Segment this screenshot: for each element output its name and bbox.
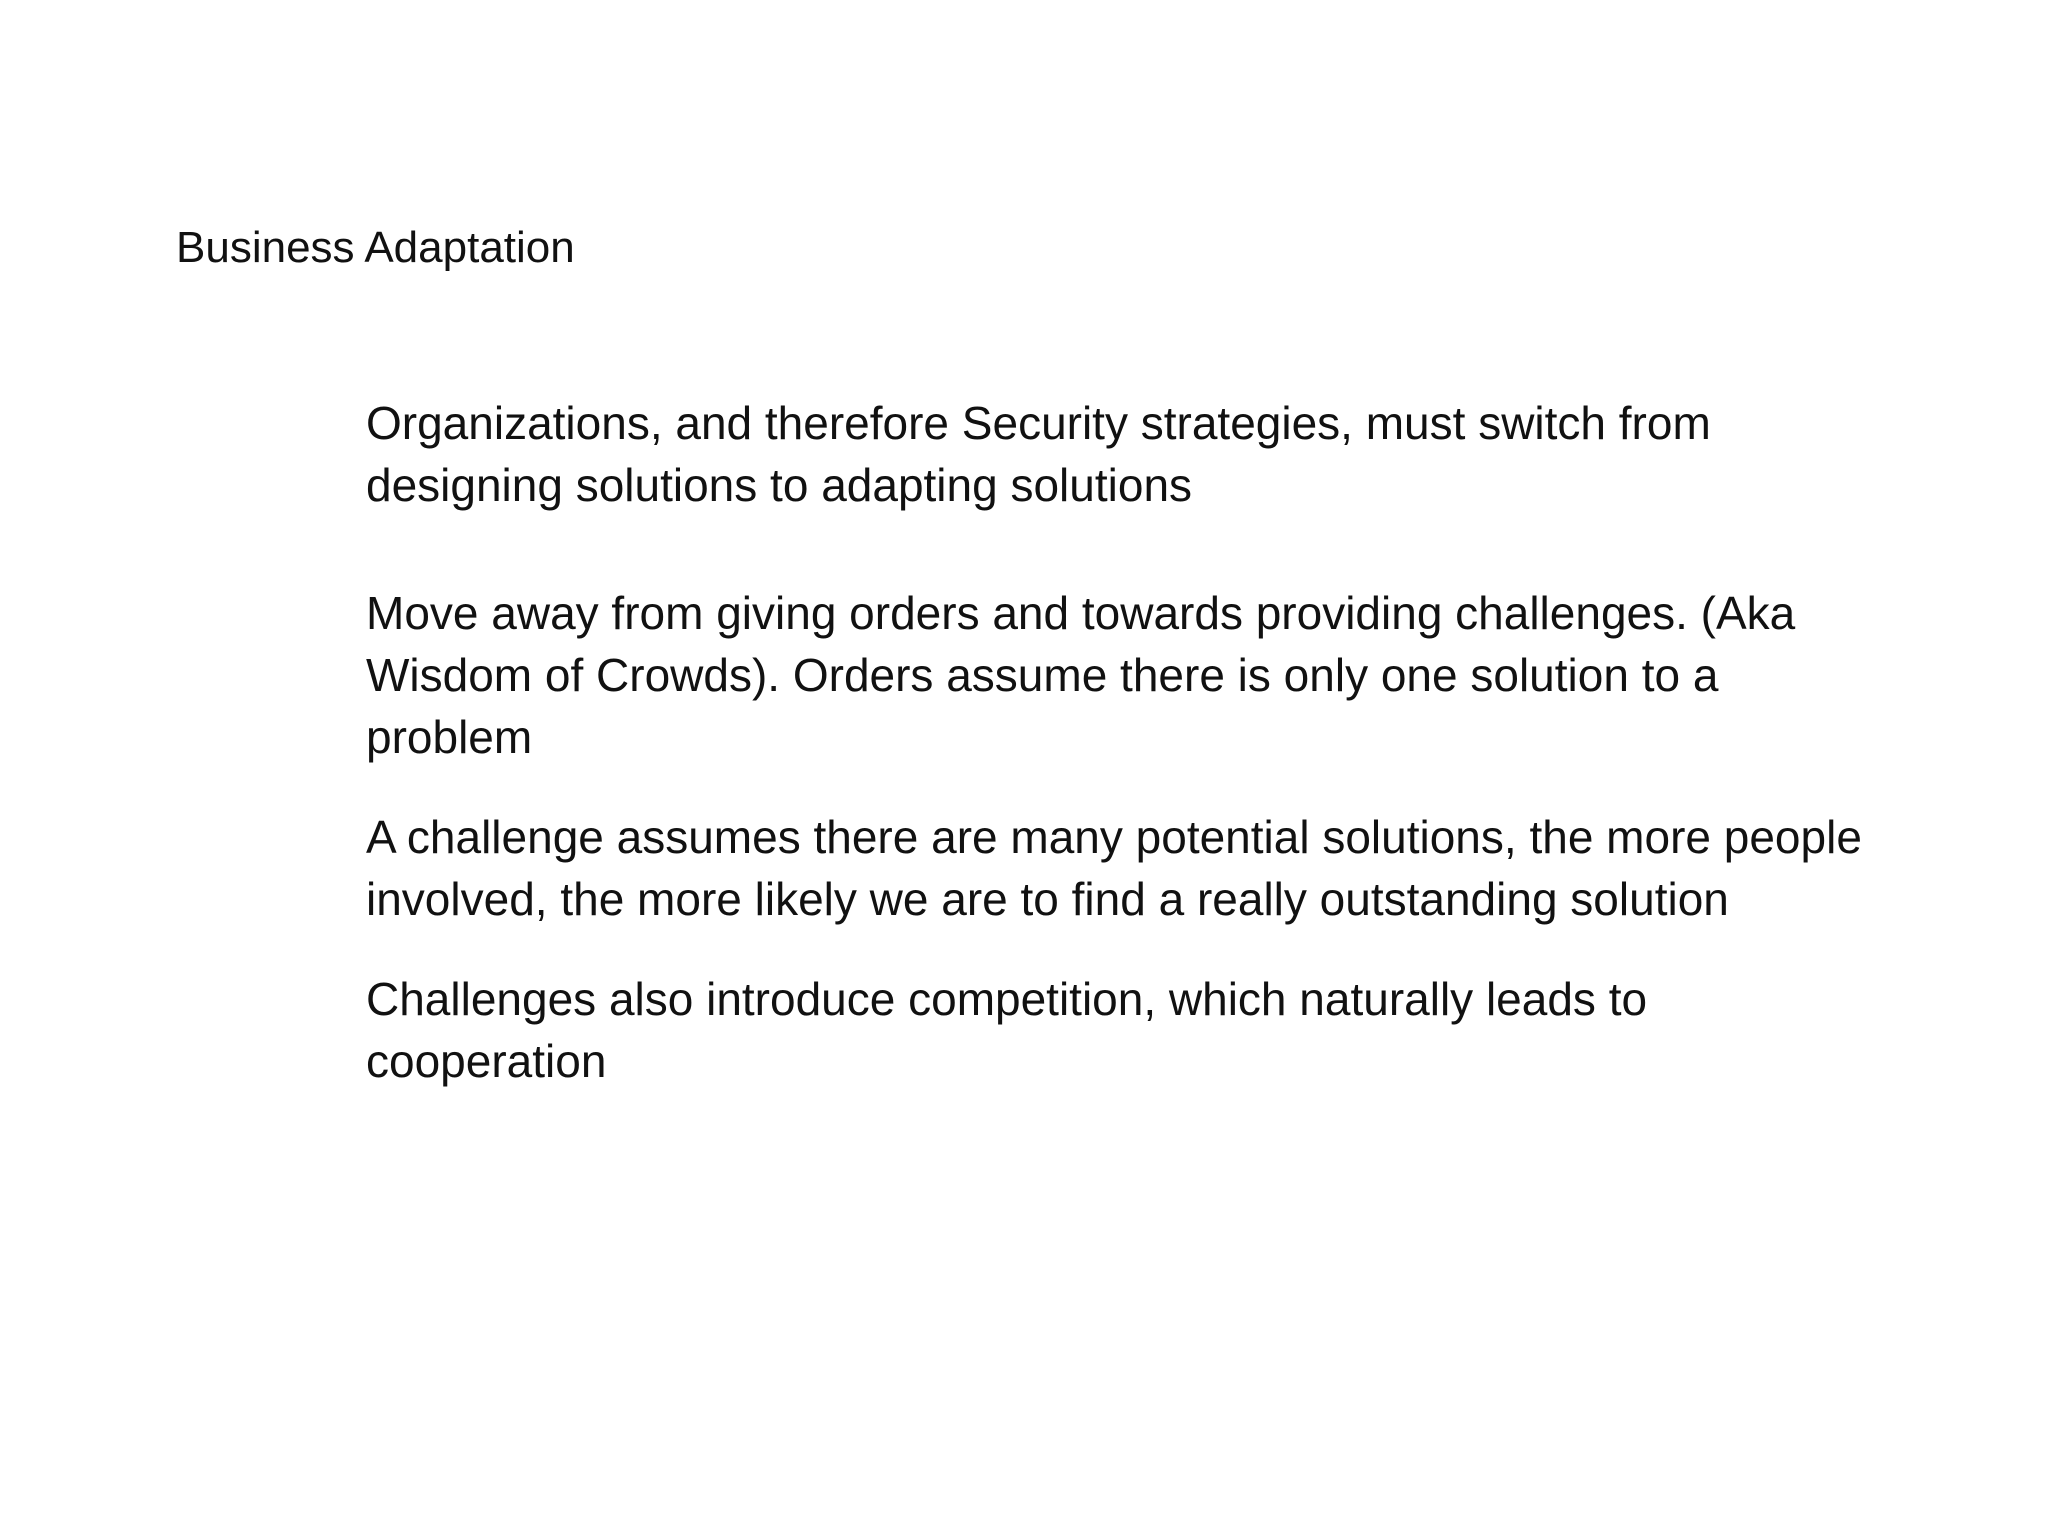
paragraph-orders-vs-challenges: Move away from giving orders and towards providing challenges. (Aka Wisdom of Crowds). Orders assume there is only one solution to a problem — [366, 587, 1796, 763]
paragraph-many-solutions: A challenge assumes there are many potential solutions, the more people involved, the more likely we are to find a really outstanding solution — [366, 811, 1862, 925]
slide-title: Business Adaptation — [176, 223, 575, 272]
paragraph-competition-cooperation: Challenges also introduce competition, which naturally leads to cooperation — [366, 973, 1648, 1087]
slide-body — [366, 392, 1866, 1092]
paragraph-designing-vs-adapting: Organizations, and therefore Security strategies, must switch from designing solutions to adapting solutions — [366, 397, 1711, 511]
